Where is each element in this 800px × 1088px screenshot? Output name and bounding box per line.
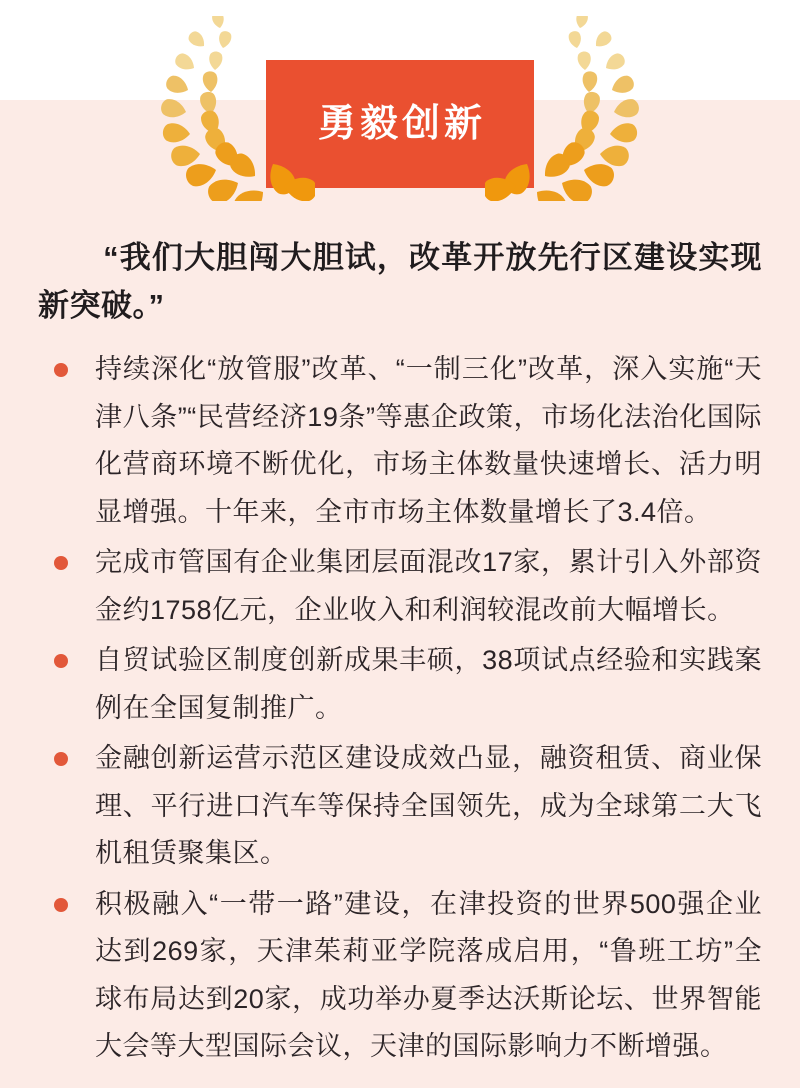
list-item [38,539,762,634]
bullet-text: 金融创新运营示范区建设成效凸显，融资租赁、商业保理、平行进口汽车等保持全国领先，成为全球第二大飞机租赁聚集区。 [95,743,762,868]
list-item [38,346,762,536]
bullet-dot [54,363,68,377]
bullet-dot [54,898,68,912]
bullet-text: 积极融入“一带一路”建设，在津投资的世界500强企业达到269家，天津茱莉亚学院落成启用，“鲁班工坊”全球布局达到20家，成功举办夏季达沃斯论坛、世界智能大会等大型国际会议，天津的国际影响力不断增强。 [95,888,762,1061]
bullet-dot [54,556,68,570]
laurel-left-icon [160,16,315,201]
laurel-right-icon [485,16,640,201]
list-item [38,637,762,732]
list-item [38,735,762,878]
content [0,234,800,1071]
list-item [38,881,762,1071]
bullet-text: 完成市管国有企业集团层面混改17家，累计引入外部资金约1758亿元，企业收入和利润较混改前大幅增长。 [95,547,762,625]
header [0,0,800,228]
bullet-text: 持续深化“放管服”改革、“一制三化”改革，深入实施“天津八条”“民营经济19条”等惠企政策，市场化法治化国际化营商环境不断优化，市场主体数量快速增长、活力明显增强。十年来，全市市场主体数量增长了3.4倍。 [95,354,762,527]
quote-text: “我们大胆闯大胆试，改革开放先行区建设实现新突破。” [38,240,762,323]
bullet-text: 自贸试验区制度创新成果丰硕，38项试点经验和实践案例在全国复制推广。 [95,645,762,723]
bullet-dot [54,654,68,668]
bullet-dot [54,752,68,766]
banner-title: 勇毅创新 [317,103,486,145]
achievement-list [38,346,762,1071]
